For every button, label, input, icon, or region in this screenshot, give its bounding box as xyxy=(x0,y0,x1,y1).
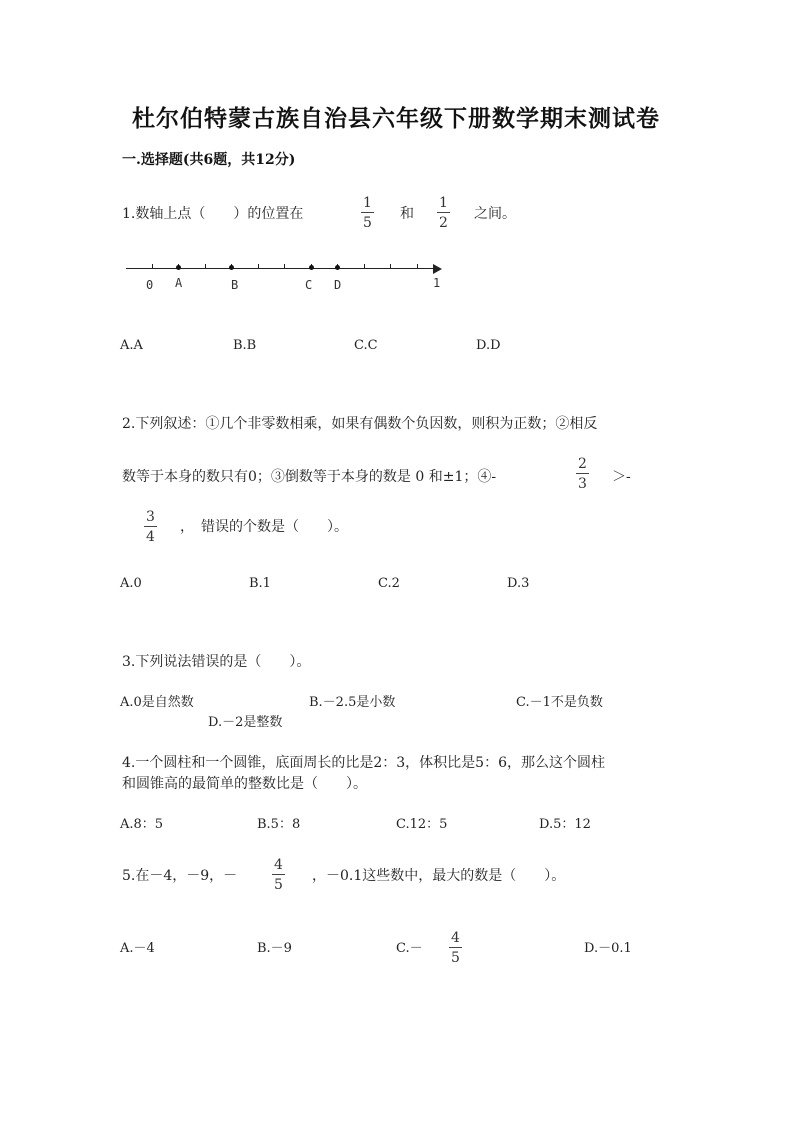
question-2-option-a[interactable]: A.0 xyxy=(120,576,142,591)
question-3-option-c[interactable]: C.－1不是负数 xyxy=(516,695,603,710)
question-1-text: 1.数轴上点（ ）的位置在 xyxy=(122,206,304,222)
question-2-option-c[interactable]: C.2 xyxy=(378,576,400,591)
fraction-numerator: 1 xyxy=(439,195,448,211)
arrow-right-icon xyxy=(433,264,442,274)
axis-tick xyxy=(152,264,153,269)
question-1-option-b[interactable]: B.B xyxy=(233,338,257,353)
fraction-denominator: 3 xyxy=(576,473,589,491)
question-1-option-c[interactable]: C.C xyxy=(354,338,378,353)
question-3-option-d[interactable]: D.－2是整数 xyxy=(208,715,283,730)
axis-tick xyxy=(284,264,285,269)
question-3-option-a[interactable]: A.0是自然数 xyxy=(120,695,194,710)
axis-label-zero: 0 xyxy=(146,278,154,292)
question-2-fraction-2 xyxy=(144,510,157,544)
axis-label-d: D xyxy=(334,278,342,292)
fraction-denominator: 2 xyxy=(437,212,450,230)
question-1-and: 和 xyxy=(400,206,414,222)
question-1-text-end: 之间。 xyxy=(474,206,516,222)
question-3-option-b[interactable]: B.－2.5是小数 xyxy=(309,695,396,710)
question-5-text-end: ，－0.1这些数中，最大的数是（ ）。 xyxy=(312,868,566,884)
point-a-dot xyxy=(176,265,181,270)
fraction-numerator: 4 xyxy=(274,857,283,873)
question-2-greater-than: ＞- xyxy=(612,469,631,485)
question-1-fraction-2 xyxy=(437,196,450,230)
question-4-option-c[interactable]: C.12：5 xyxy=(396,817,448,832)
question-5-option-c-fraction xyxy=(449,931,462,965)
axis-tick xyxy=(205,264,206,269)
question-4-line-2: 和圆锥高的最简单的整数比是（ ）。 xyxy=(122,776,367,792)
point-c-dot xyxy=(309,265,314,270)
question-4-line-1: 4.一个圆柱和一个圆锥，底面周长的比是2：3，体积比是5：6，那么这个圆柱 xyxy=(122,755,605,771)
question-5-option-c[interactable]: C.－ xyxy=(396,941,423,956)
question-4-option-a[interactable]: A.8：5 xyxy=(120,817,164,832)
question-1-option-a[interactable]: A.A xyxy=(120,338,143,353)
axis-label-b: B xyxy=(231,278,239,292)
fraction-numerator: 2 xyxy=(578,456,587,472)
axis-label-one: 1 xyxy=(433,276,441,290)
axis-tick xyxy=(390,264,391,269)
question-3-text: 3.下列说法错误的是（ ）。 xyxy=(122,654,311,670)
question-5-option-b[interactable]: B.－9 xyxy=(257,941,292,956)
axis-tick xyxy=(417,264,418,269)
question-5-fraction xyxy=(272,858,285,892)
question-1-fraction-1 xyxy=(361,196,374,230)
fraction-denominator: 4 xyxy=(144,526,157,544)
question-2-line-3: ， 错误的个数是（ ）。 xyxy=(180,519,348,535)
question-2-fraction-1 xyxy=(576,457,589,491)
fraction-numerator: 1 xyxy=(363,195,372,211)
question-5-option-d[interactable]: D.－0.1 xyxy=(584,941,632,956)
question-1-option-d[interactable]: D.D xyxy=(476,338,501,353)
question-4-option-d[interactable]: D.5：12 xyxy=(539,817,591,832)
question-2-line-1: 2.下列叙述：①几个非零数相乘，如果有偶数个负因数，则积为正数；②相反 xyxy=(122,416,598,432)
fraction-numerator: 3 xyxy=(146,509,155,525)
section-heading: 一.选择题(共6题，共12分) xyxy=(122,152,296,168)
question-2-option-b[interactable]: B.1 xyxy=(249,576,271,591)
point-b-dot xyxy=(229,265,234,270)
question-2-line-2: 数等于本身的数只有0；③倒数等于本身的数是 0 和±1；④- xyxy=(122,469,497,485)
fraction-numerator: 4 xyxy=(451,930,460,946)
fraction-denominator: 5 xyxy=(272,874,285,892)
question-5-option-a[interactable]: A.－4 xyxy=(120,941,155,956)
axis-label-a: A xyxy=(175,276,183,290)
question-2-option-d[interactable]: D.3 xyxy=(507,576,530,591)
question-4-option-b[interactable]: B.5：8 xyxy=(257,817,301,832)
page-title: 杜尔伯特蒙古族自治县六年级下册数学期末测试卷 xyxy=(132,105,660,132)
axis-label-c: C xyxy=(305,278,313,292)
fraction-denominator: 5 xyxy=(361,212,374,230)
question-5-text: 5.在－4，－9，－ xyxy=(122,868,238,884)
point-d-dot xyxy=(335,265,340,270)
axis-tick xyxy=(364,264,365,269)
fraction-denominator: 5 xyxy=(449,947,462,965)
axis-tick xyxy=(258,264,259,269)
